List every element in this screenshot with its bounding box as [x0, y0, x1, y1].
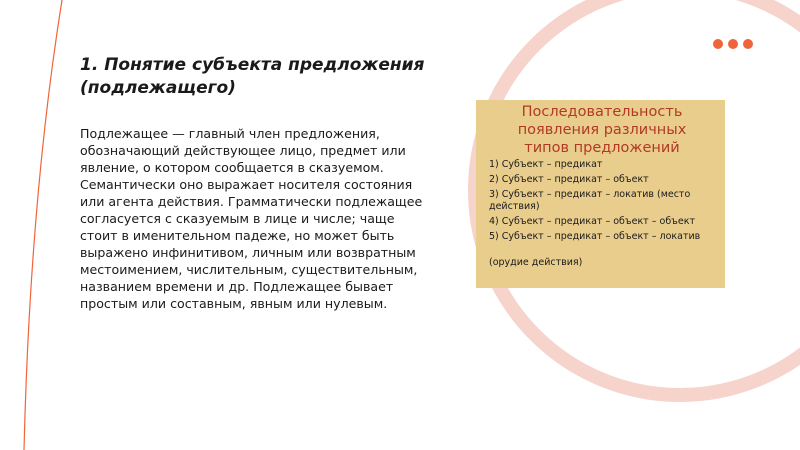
list-item: 2) Субъект – предикат – объект	[489, 174, 649, 185]
dot-icon	[713, 39, 723, 49]
decorative-left-arc	[24, 0, 62, 450]
list-item: 3) Субъект – предикат – локатив (место действия)	[489, 189, 691, 212]
sentence-types-card	[476, 100, 725, 288]
list-item: 4) Субъект – предикат – объект – объект	[489, 216, 696, 227]
slide-title: 1. Понятие субъекта предложения (подлежащего)	[80, 55, 425, 98]
dot-icon	[728, 39, 738, 49]
list-item: 5) Субъект – предикат – объект – локатив	[489, 231, 701, 242]
slide-body-text: Подлежащее — главный член предложения, обозначающий действующее лицо, предмет или явление, о котором сообщается в сказуемом. Семантически оно выражает носителя состояния или агента действия. Грамматически подлежащее согласуется с сказуемым в лице и числе; чаще стоит в именительном падеже, но может быть выражено инфинитивом, личным или возвратным местоимением, числительным, существительным, названием времени и др. Подлежащее бывает простым или составным, явным или нулевым.	[80, 126, 423, 311]
decorative-dots	[713, 39, 753, 49]
list-item: 1) Субъект – предикат	[489, 159, 603, 170]
card-note: (орудие действия)	[489, 257, 583, 268]
dot-icon	[743, 39, 753, 49]
sentence-types-list	[489, 159, 715, 243]
card-title: Последовательность появления различных типов предложений	[517, 104, 687, 156]
